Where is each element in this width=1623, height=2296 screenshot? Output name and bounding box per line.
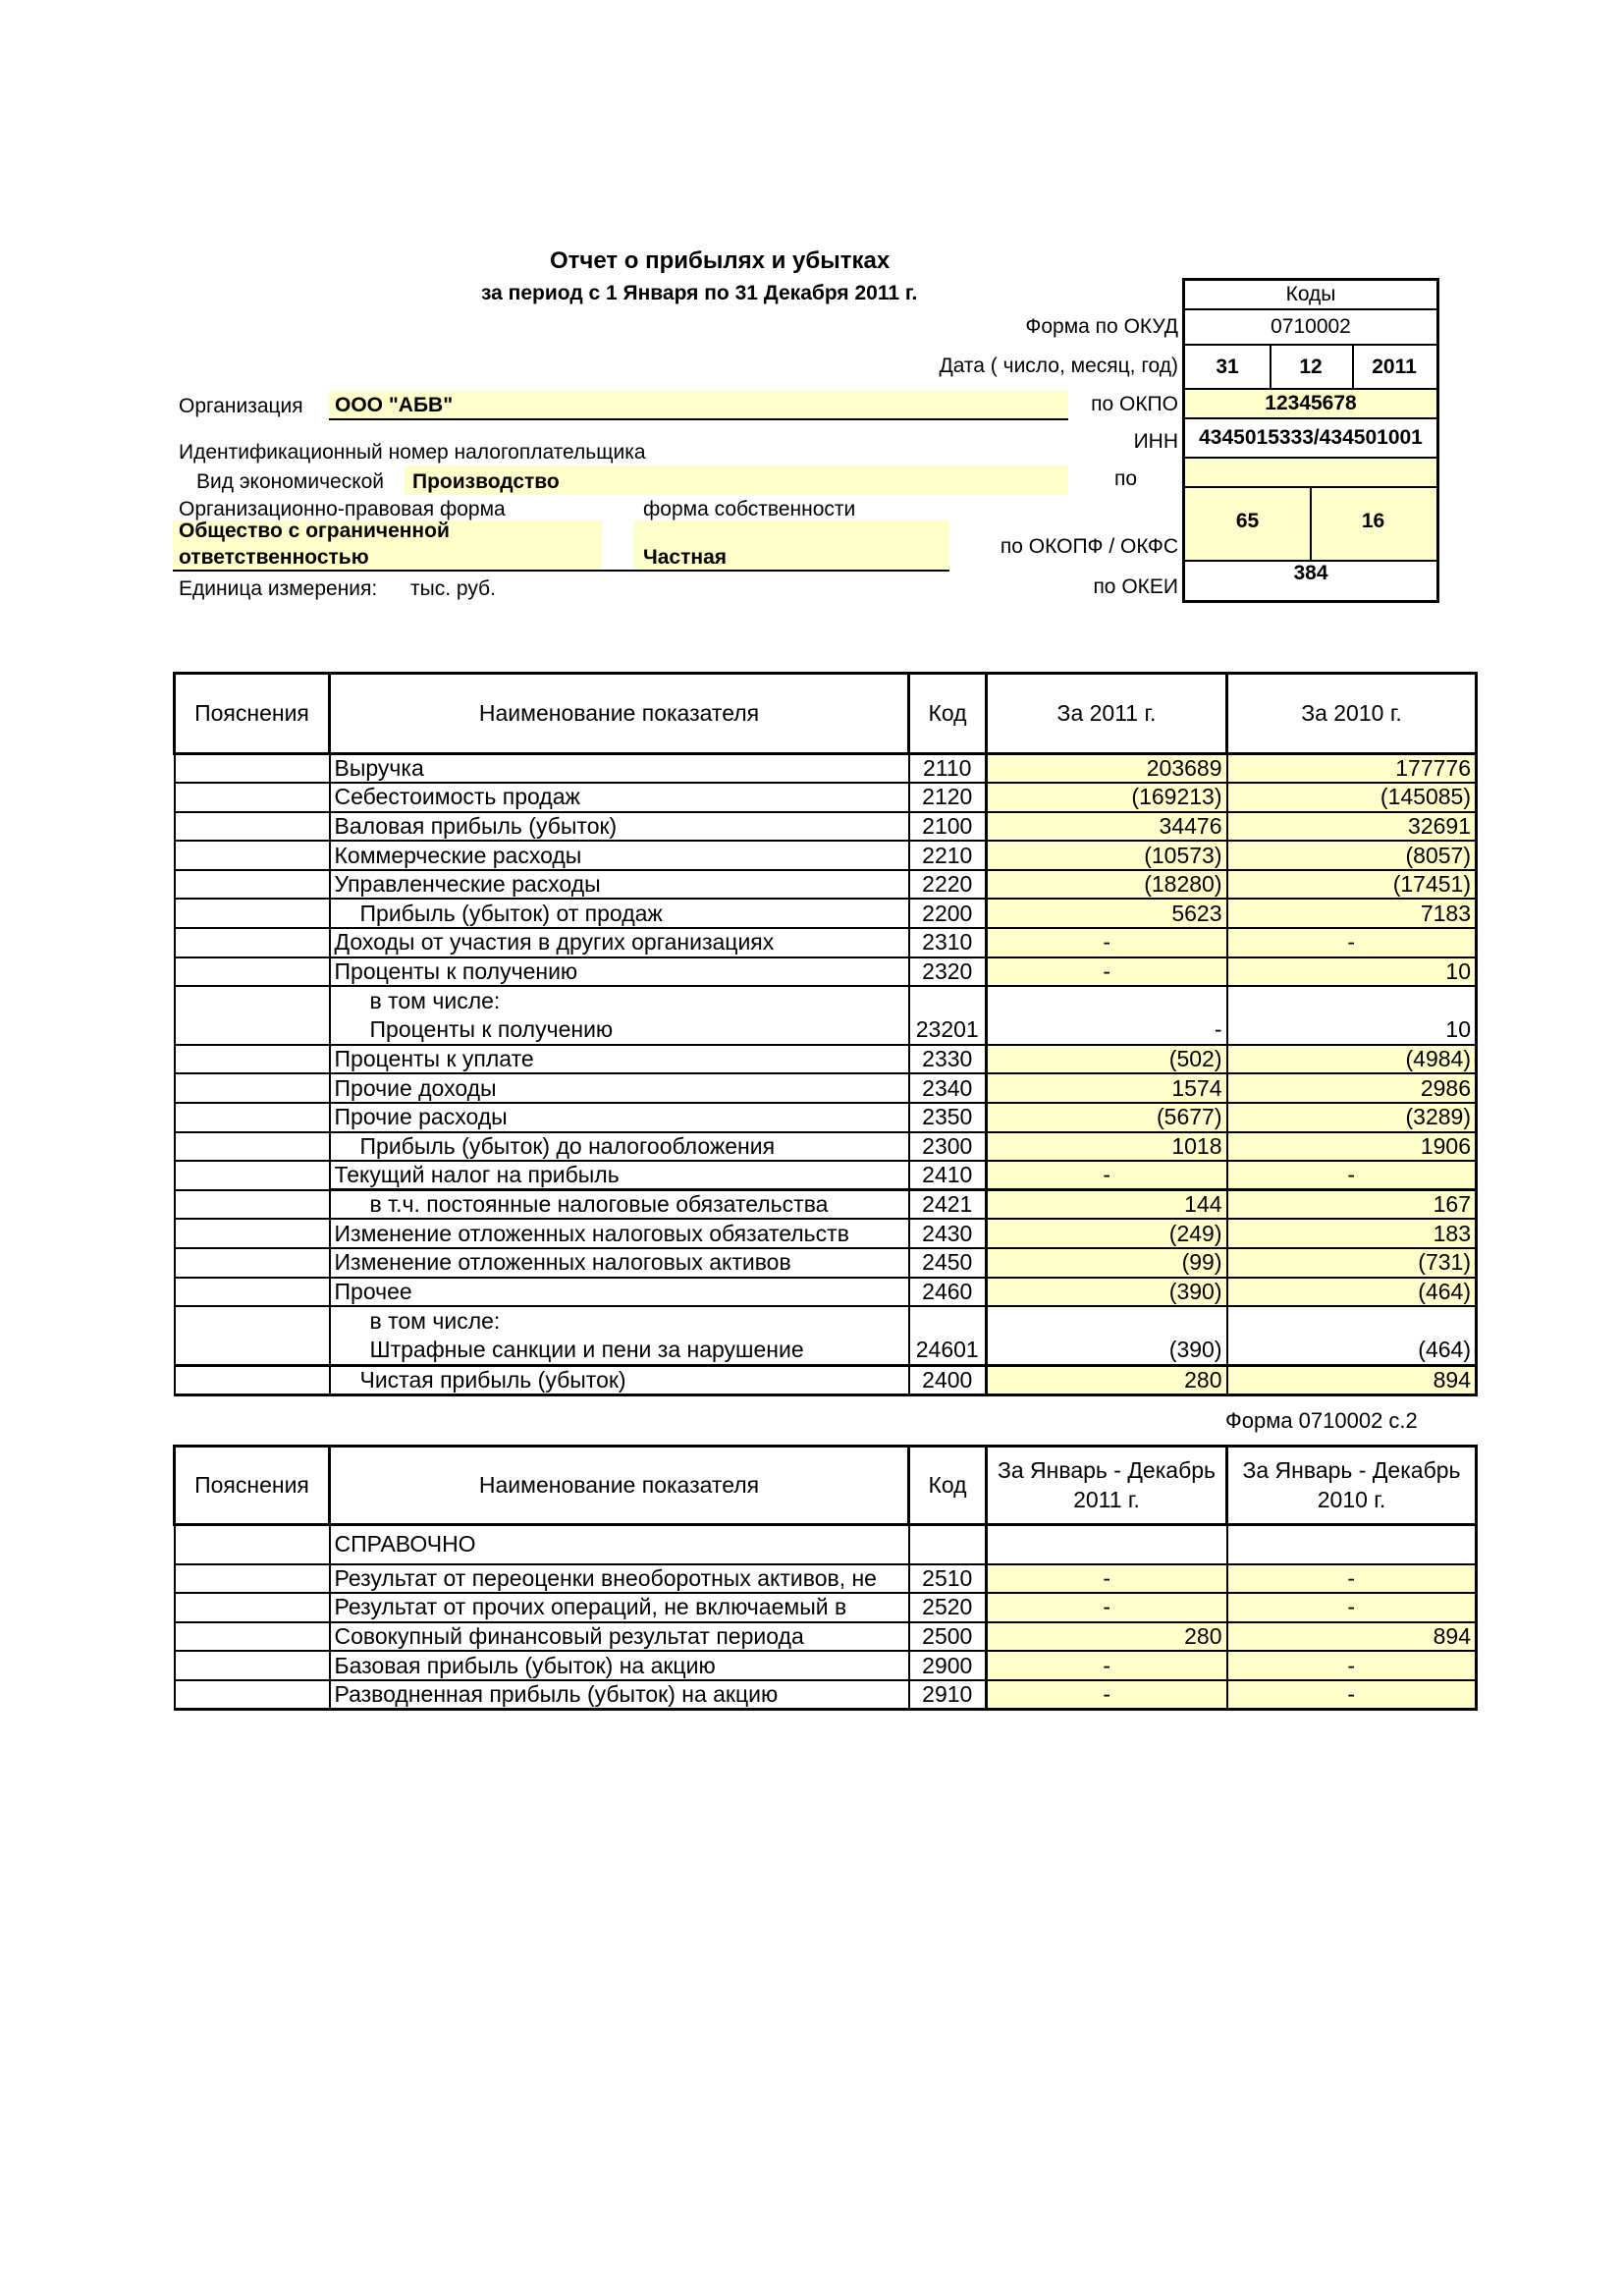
indicator-name: Изменение отложенных налоговых обязательств [330, 1219, 909, 1248]
value-current: - [987, 1651, 1227, 1680]
okved-value [1185, 459, 1436, 488]
date-month: 12 [1299, 355, 1323, 378]
indicator-code: 2220 [909, 870, 987, 900]
indicator-name: Управленческие расходы [330, 870, 909, 900]
unit-label: Единица измерения: [179, 577, 378, 600]
value-current: - [987, 928, 1227, 957]
explanation-cell [175, 754, 330, 784]
value-previous: 10 [1227, 957, 1477, 987]
indicator-code: 2460 [909, 1278, 987, 1307]
value-previous: - [1227, 1651, 1477, 1680]
table-row [175, 1622, 1477, 1652]
table-row [175, 1564, 1477, 1594]
table-row [175, 754, 1477, 784]
okei-value: 384 [1293, 562, 1328, 584]
value-previous: 1906 [1227, 1132, 1477, 1162]
section-prev-cell [1227, 1525, 1477, 1564]
okopf-divider [1310, 488, 1312, 562]
value-current: 1574 [987, 1073, 1227, 1103]
col-header-current: За 2011 г. [987, 674, 1227, 754]
indicator-name-line2: Проценты к получению [369, 1016, 614, 1042]
value-current: - [987, 957, 1227, 987]
section-code-cell [909, 1525, 987, 1564]
t2-col-header-name: Наименование показателя [330, 1447, 909, 1525]
inn-code-value: 4345015333/434501001 [1185, 419, 1436, 459]
explanation-cell [175, 928, 330, 957]
date-year: 2011 [1372, 355, 1417, 378]
unit-value: тыс. руб. [410, 577, 496, 600]
t2-col-header-code: Код [909, 1447, 987, 1525]
value-previous: (17451) [1227, 870, 1477, 900]
org-label: Организация [179, 395, 303, 417]
codes-title: Коды [1185, 281, 1436, 310]
value-previous: - [1227, 1161, 1477, 1190]
value-previous: 183 [1227, 1219, 1477, 1248]
value-current: (249) [987, 1219, 1227, 1248]
value-previous: - [1227, 1680, 1477, 1710]
explanation-cell [175, 1306, 330, 1365]
value-previous: 10 [1227, 986, 1477, 1045]
okud-label: Форма по ОКУД [1025, 315, 1178, 338]
okfs-value: 16 [1361, 510, 1385, 532]
value-current: (390) [987, 1278, 1227, 1307]
reference-table [173, 1445, 1478, 1711]
section-cur-cell [987, 1525, 1227, 1564]
value-current: - [987, 1161, 1227, 1190]
table-row [175, 1680, 1477, 1710]
indicator-code: 2510 [909, 1564, 987, 1594]
explanation-cell [175, 986, 330, 1045]
indicator-code: 2110 [909, 754, 987, 784]
table-row [175, 899, 1477, 928]
indicator-code: 2120 [909, 783, 987, 812]
col-header-name: Наименование показателя [330, 674, 909, 754]
indicator-code: 2410 [909, 1161, 987, 1190]
t2-cur-line1: За Январь - Декабрь [997, 1456, 1217, 1483]
table-row [175, 870, 1477, 900]
table-row [175, 841, 1477, 870]
okei-label: по ОКЕИ [1093, 575, 1178, 598]
explanation-cell [175, 1651, 330, 1680]
explanation-cell [175, 841, 330, 870]
value-current: 1018 [987, 1132, 1227, 1162]
table-row [175, 928, 1477, 957]
explanation-cell [175, 899, 330, 928]
indicator-code: 2350 [909, 1103, 987, 1132]
explanation-cell [175, 1622, 330, 1652]
indicator-name: Валовая прибыль (убыток) [330, 812, 909, 842]
value-current: (5677) [987, 1103, 1227, 1132]
value-previous: - [1227, 928, 1477, 957]
report-title: Отчет о прибылях и убытках [550, 247, 891, 274]
indicator-code: 2100 [909, 812, 987, 842]
explanation-cell [175, 957, 330, 987]
table-row [175, 1073, 1477, 1103]
indicator-name: Изменение отложенных налоговых активов [330, 1248, 909, 1278]
activity-value: Производство [412, 470, 560, 493]
legal-form-line2: ответственностью [179, 546, 369, 569]
value-current: - [987, 1593, 1227, 1622]
indicator-name-line1: в том числе: [369, 1308, 501, 1335]
value-previous: 894 [1227, 1622, 1477, 1652]
indicator-code: 24601 [909, 1306, 987, 1365]
value-current: (18280) [987, 870, 1227, 900]
t2-prev-line2: 2010 г. [1317, 1486, 1386, 1512]
indicator-name: Прочие расходы [330, 1103, 909, 1132]
ownership-label: форма собственности [643, 498, 856, 520]
indicator-name: Коммерческие расходы [330, 841, 909, 870]
value-current: (99) [987, 1248, 1227, 1278]
value-current: 203689 [987, 754, 1227, 784]
table-row [175, 1161, 1477, 1190]
value-previous: 894 [1227, 1365, 1477, 1394]
legal-form-field [173, 520, 602, 570]
value-previous: 167 [1227, 1190, 1477, 1220]
value-previous: (464) [1227, 1306, 1477, 1365]
indicator-name: Проценты к получению [330, 957, 909, 987]
table2-header-row [175, 1447, 1477, 1525]
indicator-name: Разводненная прибыль (убыток) на акцию [330, 1680, 909, 1710]
indicator-name: Прибыль (убыток) от продаж [330, 899, 909, 928]
activity-label: Вид экономической [196, 470, 385, 493]
section-expl-cell [175, 1525, 330, 1564]
value-previous: (731) [1227, 1248, 1477, 1278]
indicator-code: 2421 [909, 1190, 987, 1220]
date-day: 31 [1216, 355, 1239, 378]
indicator-name: Результат от переоценки внеоборотных активов, не [330, 1564, 909, 1594]
value-previous: 2986 [1227, 1073, 1477, 1103]
okopf-value: 65 [1235, 510, 1260, 532]
okpo-label: по ОКПО [1091, 393, 1178, 415]
value-previous: (3289) [1227, 1103, 1477, 1132]
explanation-cell [175, 1680, 330, 1710]
table-row [175, 1248, 1477, 1278]
col-header-code: Код [909, 674, 987, 754]
ownership-value: Частная [643, 546, 728, 569]
org-form-underline [173, 570, 949, 572]
explanation-cell [175, 1593, 330, 1622]
legal-form-line1: Общество с ограниченной [179, 519, 450, 542]
table-row [175, 1365, 1477, 1394]
okpo-value: 12345678 [1185, 390, 1436, 419]
value-current: - [987, 1564, 1227, 1594]
value-previous: - [1227, 1593, 1477, 1622]
org-value: ООО "АБВ" [335, 394, 454, 416]
income-statement-table [173, 672, 1478, 1396]
ownership-field [633, 520, 949, 570]
table-row [175, 1132, 1477, 1162]
indicator-code: 2430 [909, 1219, 987, 1248]
indicator-code: 2320 [909, 957, 987, 987]
t2-col-header-current [987, 1447, 1227, 1525]
table-row [175, 957, 1477, 987]
table-row [175, 1651, 1477, 1680]
indicator-code: 2900 [909, 1651, 987, 1680]
indicator-code: 2200 [909, 899, 987, 928]
table-row [175, 986, 1477, 1045]
indicator-code: 2520 [909, 1593, 987, 1622]
indicator-code: 2340 [909, 1073, 987, 1103]
value-previous: 32691 [1227, 812, 1477, 842]
indicator-name [330, 986, 909, 1045]
indicator-name: Результат от прочих операций, не включаемый в [330, 1593, 909, 1622]
t2-col-header-explanations: Пояснения [175, 1447, 330, 1525]
codes-box [1182, 278, 1439, 603]
table-header-row [175, 674, 1477, 754]
indicator-name-line2: Штрафные санкции и пени за нарушение [369, 1336, 804, 1362]
explanation-cell [175, 1278, 330, 1307]
indicator-name [330, 1306, 909, 1365]
indicator-name: Чистая прибыль (убыток) [330, 1365, 909, 1394]
table-row [175, 1306, 1477, 1365]
explanation-cell [175, 1161, 330, 1190]
indicator-code: 2310 [909, 928, 987, 957]
indicator-name: Прочее [330, 1278, 909, 1307]
indicator-name: в т.ч. постоянные налоговые обязательства [330, 1190, 909, 1220]
value-previous: 177776 [1227, 754, 1477, 784]
value-previous: (4984) [1227, 1045, 1477, 1074]
value-previous: (145085) [1227, 783, 1477, 812]
value-current: 34476 [987, 812, 1227, 842]
date-label: Дата ( число, месяц, год) [939, 355, 1178, 377]
value-previous: 7183 [1227, 899, 1477, 928]
indicator-code: 2910 [909, 1680, 987, 1710]
indicator-code: 2300 [909, 1132, 987, 1162]
value-current: 280 [987, 1622, 1227, 1652]
section-label: СПРАВОЧНО [330, 1525, 909, 1564]
date-row [1185, 346, 1436, 390]
t2-col-header-previous [1227, 1447, 1477, 1525]
value-current: (10573) [987, 841, 1227, 870]
page2-form-label: Форма 0710002 с.2 [1225, 1408, 1418, 1433]
legal-form-label: Организационно-правовая форма [179, 498, 506, 520]
okud-value: 0710002 [1185, 310, 1436, 346]
inn-label: Идентификационный номер налогоплательщика [179, 441, 646, 464]
explanation-cell [175, 1132, 330, 1162]
indicator-name: Текущий налог на прибыль [330, 1161, 909, 1190]
explanation-cell [175, 1103, 330, 1132]
table-row [175, 1103, 1477, 1132]
indicator-name: Доходы от участия в других организациях [330, 928, 909, 957]
explanation-cell [175, 1564, 330, 1594]
indicator-name: Проценты к уплате [330, 1045, 909, 1074]
value-current: - [987, 986, 1227, 1045]
explanation-cell [175, 1219, 330, 1248]
value-current: (390) [987, 1306, 1227, 1365]
indicator-name: Базовая прибыль (убыток) на акцию [330, 1651, 909, 1680]
table-row [175, 1278, 1477, 1307]
report-period: за период с 1 Января по 31 Декабря 2011 г. [481, 282, 918, 304]
explanation-cell [175, 1190, 330, 1220]
indicator-code: 23201 [909, 986, 987, 1045]
table-row [175, 812, 1477, 842]
value-previous: (8057) [1227, 841, 1477, 870]
indicator-code: 2400 [909, 1365, 987, 1394]
value-current: 280 [987, 1365, 1227, 1394]
activity-field [405, 465, 1068, 495]
table-row [175, 783, 1477, 812]
indicator-name-line1: в том числе: [369, 988, 501, 1014]
t2-cur-line2: 2011 г. [1073, 1486, 1140, 1512]
indicator-name: Выручка [330, 754, 909, 784]
value-current: 5623 [987, 899, 1227, 928]
explanation-cell [175, 1073, 330, 1103]
okved-label: по [1114, 467, 1138, 490]
table-row [175, 1219, 1477, 1248]
value-current: (502) [987, 1045, 1227, 1074]
explanation-cell [175, 1045, 330, 1074]
explanation-cell [175, 783, 330, 812]
indicator-name: Совокупный финансовый результат периода [330, 1622, 909, 1652]
value-current: 144 [987, 1190, 1227, 1220]
col-header-explanations: Пояснения [175, 674, 330, 754]
indicator-name: Прибыль (убыток) до налогообложения [330, 1132, 909, 1162]
table-row [175, 1045, 1477, 1074]
explanation-cell [175, 1365, 330, 1394]
date-divider-2 [1352, 346, 1354, 390]
table-row [175, 1190, 1477, 1220]
explanation-cell [175, 870, 330, 900]
table-row [175, 1593, 1477, 1622]
t2-prev-line1: За Январь - Декабрь [1242, 1456, 1461, 1483]
indicator-name: Себестоимость продаж [330, 783, 909, 812]
col-header-previous: За 2010 г. [1227, 674, 1477, 754]
value-current: (169213) [987, 783, 1227, 812]
explanation-cell [175, 812, 330, 842]
value-previous: - [1227, 1564, 1477, 1594]
org-field [329, 391, 1068, 420]
value-previous: (464) [1227, 1278, 1477, 1307]
date-divider-1 [1270, 346, 1271, 390]
explanation-cell [175, 1248, 330, 1278]
indicator-code: 2500 [909, 1622, 987, 1652]
indicator-name: Прочие доходы [330, 1073, 909, 1103]
section-row [175, 1525, 1477, 1564]
indicator-code: 2450 [909, 1248, 987, 1278]
indicator-code: 2210 [909, 841, 987, 870]
okopf-label: по ОКОПФ / ОКФС [1000, 535, 1178, 558]
inn-code-label: ИНН [1133, 430, 1178, 453]
indicator-code: 2330 [909, 1045, 987, 1074]
value-current: - [987, 1680, 1227, 1710]
